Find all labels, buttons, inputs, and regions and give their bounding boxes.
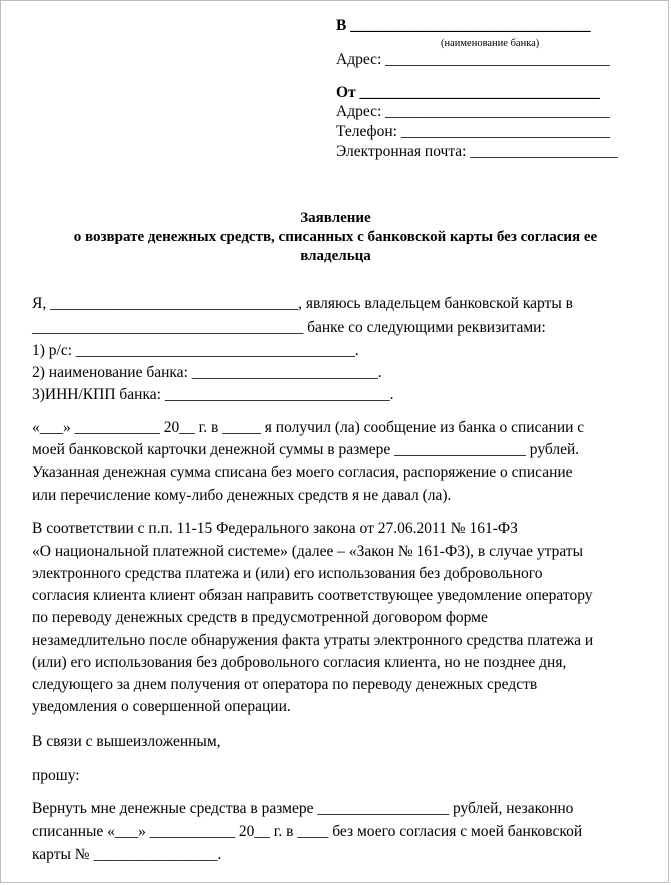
document-subtitle-line-1: о возврате денежных средств, списанных с банковской карты без согласия ее xyxy=(73,229,598,245)
paragraph-line: (или) его использования без добровольного согласия клиента, но не позднее дня, xyxy=(32,654,567,671)
paragraph-line: уведомления о совершенной операции. xyxy=(32,698,291,715)
paragraph-line: Указанная денежная сумма списана без моего согласия, распоряжение о списание xyxy=(32,464,573,481)
paragraph-line: незамедлительно после обнаружения факта утраты электронного средства платежа и xyxy=(32,632,594,649)
paragraph-line: электронного средства платежа и (или) его использования без добровольного xyxy=(32,565,543,582)
paragraph-line: согласия клиента клиент обязан направить соответствующее уведомление оператору xyxy=(32,587,593,604)
request-heading: прошу: xyxy=(32,767,80,784)
document-subtitle-line-2: владельца xyxy=(300,248,371,264)
sender-address-line: Адрес: _____________________________ xyxy=(336,103,610,120)
paragraph-line: Я, ________________________________, являюсь владельцем банковской карты в xyxy=(32,295,573,312)
phone-line: Телефон: ___________________________ xyxy=(336,123,611,140)
paragraph-line: Вернуть мне денежные средства в размере _________________ рублей, незаконно xyxy=(32,800,574,817)
paragraph-line: «О национальной платежной системе» (далее – «Закон № 161-ФЗ), в случае утраты xyxy=(32,543,583,560)
paragraph-line: 1) р/с: ____________________________________. xyxy=(32,342,359,359)
to-bank-line: В _______________________________ xyxy=(336,17,591,34)
bank-address-line: Адрес: _____________________________ xyxy=(336,51,610,68)
paragraph-line: следующего за днем получения от оператора по переводу денежных средств xyxy=(32,676,538,693)
paragraph-line: карты № ________________. xyxy=(32,846,222,863)
paragraph-line: ___________________________________ банке со следующими реквизитами: xyxy=(32,319,546,336)
email-line: Электронная почта: ___________________ xyxy=(336,143,618,160)
paragraph-line: В связи с вышеизложенным, xyxy=(32,733,221,750)
bank-name-caption: (наименование банка) xyxy=(441,38,540,49)
paragraph-line: или перечисление кому-либо денежных средств я не давал (ла). xyxy=(32,487,452,504)
paragraph-line: В соответствии с п.п. 11-15 Федерального закона от 27.06.2011 № 161-ФЗ xyxy=(32,520,518,537)
paragraph-line: списанные «___» ___________ 20__ г. в ____ без моего согласия с моей банковской xyxy=(32,823,583,840)
paragraph-line: 3)ИНН/КПП банка: _____________________________. xyxy=(32,386,394,403)
paragraph-line: 2) наименование банка: ________________________. xyxy=(32,364,382,381)
paragraph-line: «___» ___________ 20__ г. в _____ я получил (ла) сообщение из банка о списании с xyxy=(32,419,585,436)
paragraph-line: по переводу денежных средств в предусмотренной договором форме xyxy=(32,609,488,626)
document-title: Заявление xyxy=(300,210,371,226)
from-line: От _______________________________ xyxy=(336,84,600,101)
paragraph-line: моей банковской карточки денежной суммы в размере _________________ рублей. xyxy=(32,441,580,458)
